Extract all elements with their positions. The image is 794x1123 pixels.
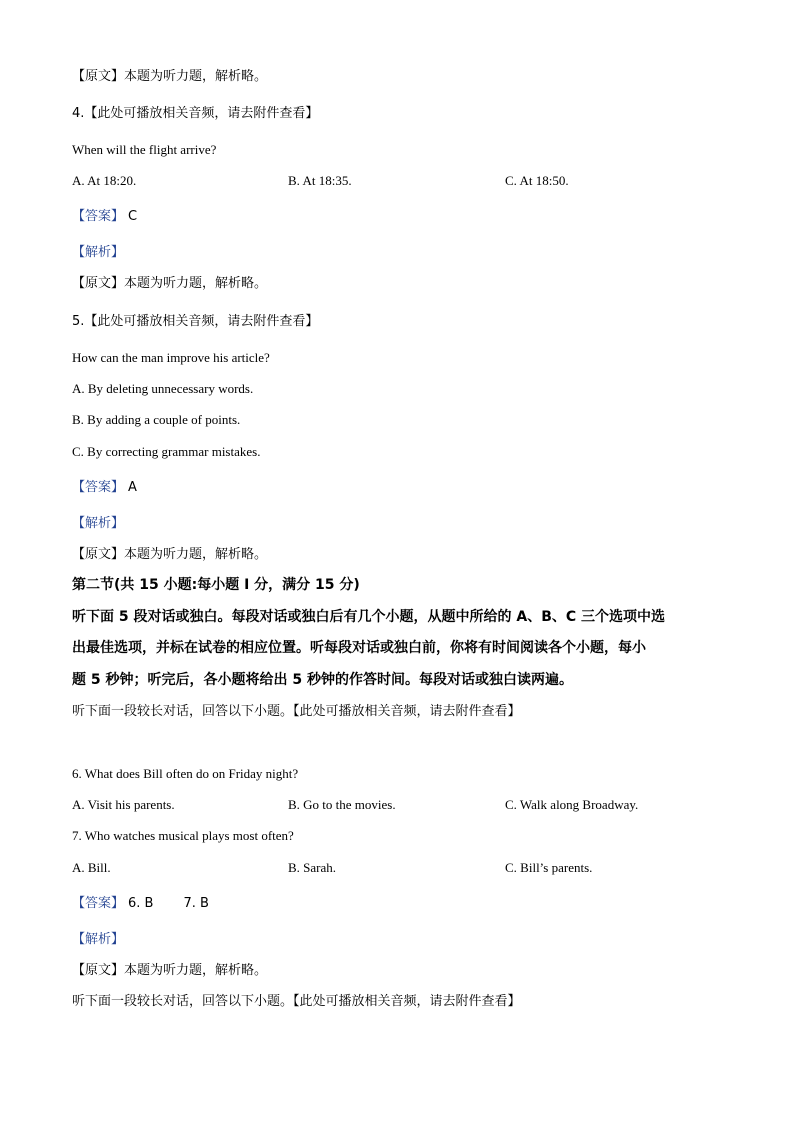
section2-instructions-line1: 听下面 5 段对话或独白。每段对话或独白后有几个小题，从题中所给的 A、B、C 三个选项中选 [72, 609, 666, 625]
q4-question: When will the flight arrive? [72, 142, 217, 157]
q4-original-note: 【原文】本题为听力题，解析略。 [72, 276, 268, 291]
q3-original-note: 【原文】本题为听力题，解析略。 [72, 69, 268, 84]
q7-option-a: A. Bill. [72, 860, 111, 875]
q5-original-note: 【原文】本题为听力题，解析略。 [72, 547, 268, 562]
q7-option-b: B. Sarah. [288, 860, 337, 875]
answer-label: 【答案】 [72, 480, 125, 495]
q67-analysis-label: 【解析】 [72, 932, 125, 947]
q67-original-note: 【原文】本题为听力题，解析略。 [72, 963, 268, 978]
q7-option-c: C. Bill’s parents. [505, 860, 593, 875]
q5-answer [72, 479, 137, 497]
answer-value: A [128, 480, 137, 495]
answer-value-7: 7. B [183, 896, 209, 911]
answer-label: 【答案】 [72, 896, 125, 911]
q5-option-b: B. By adding a couple of points. [72, 412, 241, 427]
q4-analysis-label: 【解析】 [72, 245, 125, 260]
answer-label: 【答案】 [72, 209, 125, 224]
q6-option-b: B. Go to the movies. [288, 797, 396, 812]
q5-option-a: A. By deleting unnecessary words. [72, 381, 254, 396]
q7-question: 7. Who watches musical plays most often? [72, 828, 294, 843]
q6-option-c: C. Walk along Broadway. [505, 797, 639, 812]
dialog1-prompt: 听下面一段较长对话，回答以下小题。【此处可播放相关音频，请去附件查看】 [72, 704, 521, 719]
q5-analysis-label: 【解析】 [72, 516, 125, 531]
answer-value-6: 6. B [128, 896, 154, 911]
q5-audio-header: 5.【此处可播放相关音频，请去附件查看】 [72, 314, 319, 329]
dialog2-prompt: 听下面一段较长对话，回答以下小题。【此处可播放相关音频，请去附件查看】 [72, 994, 521, 1009]
answer-value: C [128, 209, 138, 224]
q4-option-b: B. At 18:35. [288, 173, 352, 188]
q4-option-a: A. At 18:20. [72, 173, 137, 188]
q6-option-a: A. Visit his parents. [72, 797, 175, 812]
section2-instructions-line3: 题 5 秒钟；听完后，各小题将给出 5 秒钟的作答时间。每段对话或独白读两遍。 [72, 672, 573, 688]
section2-title: 第二节(共 15 小题:每小题 I 分，满分 15 分) [72, 577, 360, 593]
q5-option-c: C. By correcting grammar mistakes. [72, 444, 261, 459]
q6-question: 6. What does Bill often do on Friday night? [72, 766, 299, 781]
q4-answer [72, 208, 137, 226]
q4-option-c: C. At 18:50. [505, 173, 569, 188]
q67-answer [72, 895, 209, 913]
q5-question: How can the man improve his article? [72, 350, 270, 365]
q4-audio-header: 4.【此处可播放相关音频，请去附件查看】 [72, 106, 319, 121]
section2-instructions-line2: 出最佳选项，并标在试卷的相应位置。听每段对话或独白前，你将有时间阅读各个小题，每小 [72, 640, 646, 656]
